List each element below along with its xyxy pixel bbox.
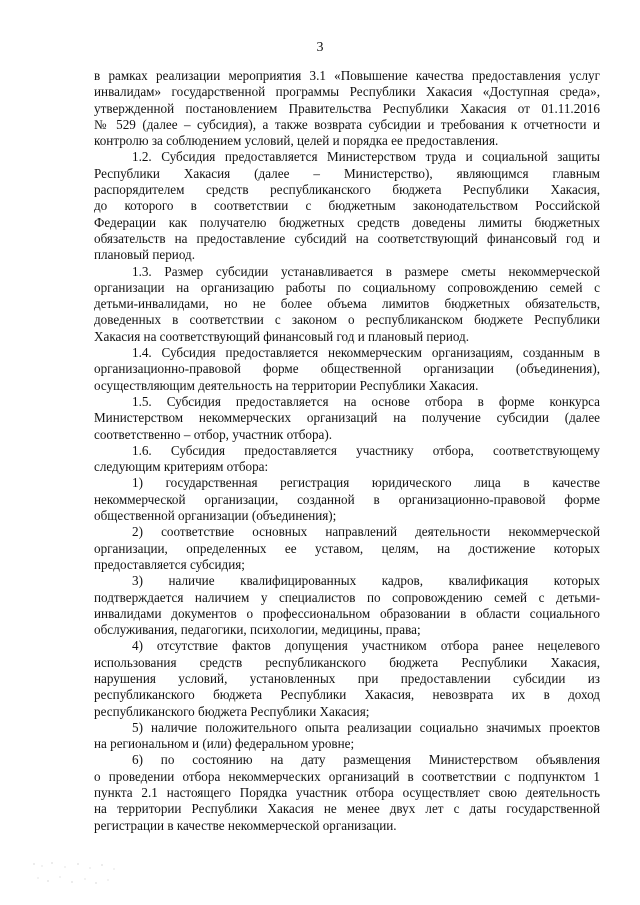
text-line: 2) соответствие основных направлений деятельности некоммерческой bbox=[132, 524, 600, 540]
text-line: 1.6. Субсидия предоставляется участнику отбора, соответствующему bbox=[132, 442, 600, 458]
text-line: инвалидам» государственной программы Республики Хакасия «Доступная среда», bbox=[94, 84, 600, 100]
text-line: 1.5. Субсидия предоставляется на основе отбора в форме конкурса bbox=[132, 393, 600, 409]
text-line: инвалидами документов о профессиональном образовании в области социального bbox=[94, 605, 600, 621]
text-line: соответственно – отбор, участник отбора). bbox=[94, 426, 333, 442]
text-line: организационно-правовой форме общественной организации (объединения), bbox=[94, 361, 600, 377]
text-line: предоставляется субсидия; bbox=[94, 556, 245, 572]
text-line: некоммерческой организации, созданной в организационно-правовой форме bbox=[94, 491, 600, 507]
text-line: плановый период. bbox=[94, 247, 196, 263]
document-body bbox=[94, 68, 600, 834]
text-line: в рамках реализации мероприятия 3.1 «Повышение качества предоставления услуг bbox=[94, 68, 600, 83]
scan-noise-dots bbox=[30, 858, 120, 888]
text-line: распорядителем средств республиканского бюджета Республики Хакасия, bbox=[94, 182, 600, 198]
text-line: республиканского бюджета Республики Хакасия, невозврата их в доход bbox=[94, 687, 600, 703]
text-line: на региональном и (или) федеральном уровне; bbox=[94, 736, 355, 752]
text-line: 1.3. Размер субсидии устанавливается в размере сметы некоммерческой bbox=[132, 263, 600, 279]
text-line: Министерством некоммерческих организаций на получение субсидии (далее bbox=[94, 410, 600, 426]
text-line: 3) наличие квалифицированных кадров, квалификация которых bbox=[132, 573, 600, 589]
text-line: использования средств республиканского бюджета Республики Хакасия, bbox=[94, 654, 600, 670]
text-line: обязательств на предоставление субсидий на соответствующий финансовый год и bbox=[94, 230, 600, 246]
text-line: осуществляющим деятельность на территории Республики Хакасия. bbox=[94, 377, 479, 393]
text-line: обслуживания, педагогики, психологии, медицины, права; bbox=[94, 622, 421, 638]
text-line: общественной организации (объединения); bbox=[94, 508, 337, 524]
text-line: нарушения условий, установленных при предоставлении субсидии из bbox=[94, 670, 600, 686]
text-line: 4) отсутствие фактов допущения участником отбора ранее нецелевого bbox=[132, 638, 600, 654]
text-line: о проведении отбора некоммерческих организаций в соответствии с подпунктом 1 bbox=[94, 768, 600, 784]
text-line: 5) наличие положительного опыта реализации социально значимых проектов bbox=[132, 719, 600, 735]
text-line: организации, определенных ее уставом, целям, на достижение которых bbox=[94, 540, 600, 556]
text-line: контролю за соблюдением условий, целей и порядка ее предоставления. bbox=[94, 133, 499, 149]
text-line: республиканского бюджета Республики Хакасия; bbox=[94, 703, 370, 719]
text-line: доведенных в соответствии с законом о республиканском бюджете Республики bbox=[94, 312, 600, 328]
text-line: детьми-инвалидами, но не более объема лимитов бюджетных обязательств, bbox=[94, 296, 600, 312]
text-line: организации на организацию работы по социальному сопровождению семей с bbox=[94, 279, 600, 295]
text-line: до которого в соответствии с бюджетным законодательством Российской bbox=[94, 198, 600, 214]
text-line: 6) по состоянию на дату размещения Министерством объявления bbox=[132, 752, 600, 768]
page-number: 3 bbox=[316, 40, 324, 55]
text-line: на территории Республики Хакасия не менее двух лет с даты государственной bbox=[94, 801, 600, 817]
text-line: 1.2. Субсидия предоставляется Министерством труда и социальной защиты bbox=[132, 149, 600, 165]
text-line: № 529 (далее – субсидия), а также возврата субсидии и требования к отчетности и bbox=[94, 116, 600, 132]
text-line: 1.4. Субсидия предоставляется некоммерческим организациям, созданным в bbox=[132, 345, 600, 361]
text-line: 1) государственная регистрация юридического лица в качестве bbox=[132, 475, 600, 491]
text-line: Республики Хакасия (далее – Министерство), являющимся главным bbox=[94, 165, 600, 181]
text-line: пункта 2.1 настоящего Порядка участник отбора осуществляет свою деятельность bbox=[94, 785, 600, 801]
text-line: утвержденной постановлением Правительства Республики Хакасия от 01.11.2016 bbox=[94, 100, 600, 116]
text-line: следующим критериям отбора: bbox=[94, 459, 269, 475]
text-line: подтверждается наличием у специалистов по сопровождению семей с детьми- bbox=[94, 589, 600, 605]
text-line: Хакасия на соответствующий финансовый год и плановый период. bbox=[94, 328, 470, 344]
text-line: Федерации как получателю бюджетных средств доведены лимиты бюджетных bbox=[94, 214, 600, 230]
text-line: регистрации в качестве некоммерческой организации. bbox=[94, 817, 397, 833]
